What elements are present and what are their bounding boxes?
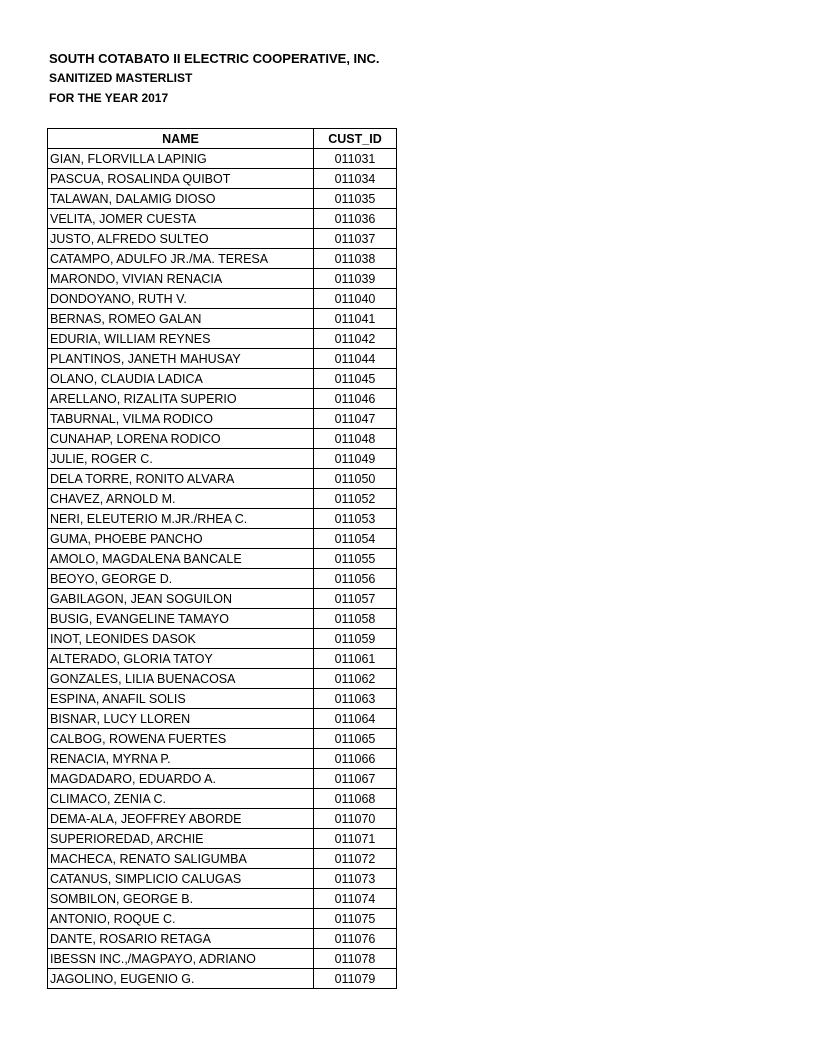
customer-name-cell: ANTONIO, ROQUE C. [48,909,314,929]
customer-id-cell: 011052 [314,489,397,509]
table-row [48,269,397,289]
table-row [48,329,397,349]
customer-name-cell: JAGOLINO, EUGENIO G. [48,969,314,989]
table-row [48,949,397,969]
customer-id-cell: 011058 [314,609,397,629]
table-row [48,809,397,829]
customer-id-cell: 011068 [314,789,397,809]
customer-id-cell: 011037 [314,229,397,249]
customer-id-cell: 011072 [314,849,397,869]
customer-name-cell: PLANTINOS, JANETH MAHUSAY [48,349,314,369]
column-header-name: NAME [48,129,314,149]
table-body [48,149,397,989]
customer-id-cell: 011045 [314,369,397,389]
customer-name-cell: VELITA, JOMER CUESTA [48,209,314,229]
table-row [48,789,397,809]
customer-id-cell: 011074 [314,889,397,909]
masterlist-table [47,128,397,989]
customer-id-cell: 011078 [314,949,397,969]
table-row [48,929,397,949]
customer-id-cell: 011071 [314,829,397,849]
customer-name-cell: GUMA, PHOEBE PANCHO [48,529,314,549]
customer-name-cell: CHAVEZ, ARNOLD M. [48,489,314,509]
table-row [48,229,397,249]
customer-name-cell: GABILAGON, JEAN SOGUILON [48,589,314,609]
customer-id-cell: 011036 [314,209,397,229]
customer-name-cell: ALTERADO, GLORIA TATOY [48,649,314,669]
customer-name-cell: MACHECA, RENATO SALIGUMBA [48,849,314,869]
customer-name-cell: DONDOYANO, RUTH V. [48,289,314,309]
customer-id-cell: 011044 [314,349,397,369]
table-row [48,629,397,649]
customer-name-cell: GONZALES, LILIA BUENACOSA [48,669,314,689]
table-row [48,689,397,709]
customer-name-cell: CALBOG, ROWENA FUERTES [48,729,314,749]
table-row [48,189,397,209]
customer-id-cell: 011075 [314,909,397,929]
table-row [48,349,397,369]
customer-name-cell: TABURNAL, VILMA RODICO [48,409,314,429]
customer-id-cell: 011039 [314,269,397,289]
table-row [48,169,397,189]
customer-name-cell: OLANO, CLAUDIA LADICA [48,369,314,389]
document-header [49,50,380,109]
table-row [48,969,397,989]
table-row [48,449,397,469]
customer-id-cell: 011059 [314,629,397,649]
customer-id-cell: 011063 [314,689,397,709]
customer-name-cell: DEMA-ALA, JEOFFREY ABORDE [48,809,314,829]
table-row [48,469,397,489]
customer-id-cell: 011048 [314,429,397,449]
table-row [48,149,397,169]
customer-name-cell: ARELLANO, RIZALITA SUPERIO [48,389,314,409]
customer-id-cell: 011055 [314,549,397,569]
table-row [48,869,397,889]
table-row [48,209,397,229]
table-row [48,249,397,269]
table-row [48,729,397,749]
customer-name-cell: DANTE, ROSARIO RETAGA [48,929,314,949]
table-row [48,509,397,529]
customer-id-cell: 011065 [314,729,397,749]
table-row [48,829,397,849]
customer-id-cell: 011035 [314,189,397,209]
customer-id-cell: 011038 [314,249,397,269]
customer-name-cell: NERI, ELEUTERIO M.JR./RHEA C. [48,509,314,529]
table-row [48,569,397,589]
table-row [48,389,397,409]
customer-name-cell: DELA TORRE, RONITO ALVARA [48,469,314,489]
customer-name-cell: MARONDO, VIVIAN RENACIA [48,269,314,289]
customer-name-cell: ESPINA, ANAFIL SOLIS [48,689,314,709]
customer-id-cell: 011062 [314,669,397,689]
customer-id-cell: 011053 [314,509,397,529]
table-row [48,529,397,549]
table-row [48,369,397,389]
customer-id-cell: 011050 [314,469,397,489]
customer-id-cell: 011056 [314,569,397,589]
customer-name-cell: CLIMACO, ZENIA C. [48,789,314,809]
customer-id-cell: 011040 [314,289,397,309]
customer-id-cell: 011041 [314,309,397,329]
customer-id-cell: 011042 [314,329,397,349]
customer-name-cell: CATAMPO, ADULFO JR./MA. TERESA [48,249,314,269]
customer-name-cell: CATANUS, SIMPLICIO CALUGAS [48,869,314,889]
customer-id-cell: 011049 [314,449,397,469]
customer-name-cell: PASCUA, ROSALINDA QUIBOT [48,169,314,189]
customer-name-cell: JULIE, ROGER C. [48,449,314,469]
customer-name-cell: CUNAHAP, LORENA RODICO [48,429,314,449]
table-row [48,769,397,789]
customer-id-cell: 011070 [314,809,397,829]
customer-name-cell: IBESSN INC.,/MAGPAYO, ADRIANO [48,949,314,969]
customer-id-cell: 011079 [314,969,397,989]
customer-id-cell: 011067 [314,769,397,789]
customer-id-cell: 011046 [314,389,397,409]
table-row [48,289,397,309]
customer-name-cell: BUSIG, EVANGELINE TAMAYO [48,609,314,629]
customer-id-cell: 011066 [314,749,397,769]
customer-name-cell: BISNAR, LUCY LLOREN [48,709,314,729]
customer-id-cell: 011047 [314,409,397,429]
customer-name-cell: INOT, LEONIDES DASOK [48,629,314,649]
customer-id-cell: 011057 [314,589,397,609]
document-title: SANITIZED MASTERLIST [49,71,193,85]
customer-name-cell: RENACIA, MYRNA P. [48,749,314,769]
table-row [48,309,397,329]
customer-name-cell: TALAWAN, DALAMIG DIOSO [48,189,314,209]
customer-name-cell: GIAN, FLORVILLA LAPINIG [48,149,314,169]
table-row [48,489,397,509]
table-row [48,589,397,609]
document-year: FOR THE YEAR 2017 [49,91,169,105]
customer-id-cell: 011073 [314,869,397,889]
customer-name-cell: BEOYO, GEORGE D. [48,569,314,589]
customer-id-cell: 011054 [314,529,397,549]
table-row [48,409,397,429]
table-row [48,749,397,769]
column-header-cust-id: CUST_ID [314,129,397,149]
table-row [48,429,397,449]
table-row [48,669,397,689]
customer-name-cell: SUPERIOREDAD, ARCHIE [48,829,314,849]
customer-name-cell: JUSTO, ALFREDO SULTEO [48,229,314,249]
table-header-row [48,129,397,149]
customer-name-cell: MAGDADARO, EDUARDO A. [48,769,314,789]
customer-id-cell: 011061 [314,649,397,669]
table-row [48,909,397,929]
table-row [48,849,397,869]
customer-name-cell: AMOLO, MAGDALENA BANCALE [48,549,314,569]
customer-id-cell: 011076 [314,929,397,949]
table-row [48,609,397,629]
table-row [48,709,397,729]
customer-id-cell: 011064 [314,709,397,729]
table-row [48,649,397,669]
customer-name-cell: SOMBILON, GEORGE B. [48,889,314,909]
table-row [48,889,397,909]
organization-name: SOUTH COTABATO II ELECTRIC COOPERATIVE, INC. [49,51,380,66]
table-row [48,549,397,569]
customer-id-cell: 011034 [314,169,397,189]
customer-name-cell: BERNAS, ROMEO GALAN [48,309,314,329]
customer-id-cell: 011031 [314,149,397,169]
customer-name-cell: EDURIA, WILLIAM REYNES [48,329,314,349]
